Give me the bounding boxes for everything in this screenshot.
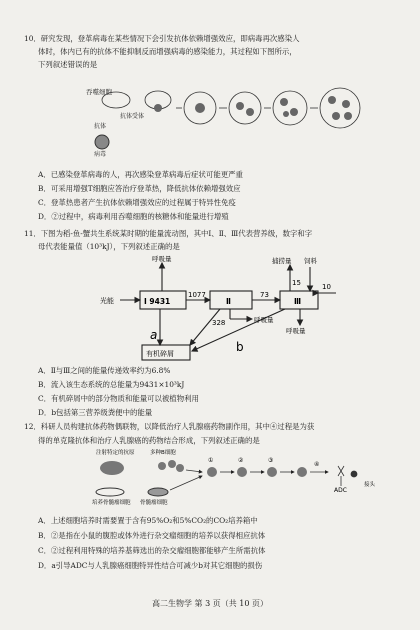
page-footer: 高二生物学 第 3 页（共 10 页） — [152, 599, 268, 608]
antibody-label: 抗体 — [94, 123, 107, 130]
virus-label: 病毒 — [94, 151, 107, 158]
q12-option-c: C．②过程利用特殊的培养基筛选出的杂交瘤细胞都能够产生所需抗体 — [38, 546, 266, 555]
mouse-icon — [100, 461, 124, 475]
svg-text:①: ① — [208, 457, 214, 464]
q11-option-b: B．流入该生态系统的总能量为9431×10³kJ — [38, 380, 185, 389]
svg-text:②: ② — [238, 457, 244, 464]
q12-option-b: B．②是指在小鼠的腹腔或体外进行杂交瘤细胞的培养以获得相应抗体 — [38, 531, 266, 540]
receptor-label: 抗体受体 — [120, 113, 145, 120]
spleen-label: 多种B细胞 — [150, 450, 176, 456]
detritus-label: 有机碎屑 — [146, 350, 174, 358]
letter-b: b — [236, 340, 244, 354]
trophic-2-label: Ⅱ — [226, 297, 231, 306]
q10-option-a: A．已感染登革病毒的人，再次感染登革病毒后症状可能更严重 — [38, 170, 243, 179]
virus-icon — [95, 135, 109, 149]
q10-stem-line3: 下列叙述错误的是 — [38, 60, 98, 69]
svg-text:③: ③ — [268, 457, 274, 464]
dish-icon — [96, 488, 124, 496]
svg-text:④: ④ — [314, 461, 320, 468]
linker-label: 接头 — [364, 482, 376, 488]
adc-label: ADC — [334, 487, 347, 494]
q10-stem-line1: 10．研究发现，登革病毒在某些情况下会引发抗体依赖增强效应，即病毒再次感染人 — [24, 34, 300, 43]
q10-figure — [80, 78, 380, 160]
value-10: 10 — [322, 283, 331, 291]
value-1077: 1077 — [188, 291, 206, 299]
q12-option-a: A．上述细胞培养时需要置于含有95%O₂和5%CO₂的CO₂培养箱中 — [38, 516, 258, 525]
value-15: 15 — [292, 279, 301, 287]
culture-label: 培养骨髓瘤细胞 — [92, 500, 131, 506]
q11-stem-line2: 母代表能量值（10³kJ），下列叙述正确的是 — [38, 242, 180, 251]
light-label: 光能 — [100, 297, 114, 305]
value-73: 73 — [260, 291, 269, 299]
box-trophic-2 — [210, 291, 252, 309]
q11-option-a: A．Ⅱ与Ⅲ之间的能量传递效率约为6.8% — [38, 366, 171, 375]
feed-label: 饲料 — [304, 257, 317, 265]
resp-3-label: 呼吸量 — [286, 327, 306, 335]
capture-label: 捕捞量 — [272, 257, 292, 265]
cell-label: 吞噬细胞 — [86, 88, 112, 96]
q12-stem-line1: 12．科研人员构建抗体药物偶联物，以降低治疗人乳腺癌药物副作用，其中④过程是为获 — [24, 422, 315, 431]
resp-2-label: 呼吸量 — [254, 316, 274, 324]
value-328: 328 — [212, 319, 226, 327]
q11-option-c: C．有机碎屑中的部分物质和能量可以被植物利用 — [38, 394, 199, 403]
antibody-icon — [338, 466, 344, 486]
resp-1-label: 呼吸量 — [152, 255, 172, 263]
q11-stem-line1: 11．下图为稻-鱼-蟹共生系统某时期的能量流动图，其中Ⅰ、Ⅱ、Ⅲ代表营养级，数字和字 — [24, 229, 313, 238]
q11-energy-flow-diagram — [100, 253, 340, 363]
q11-option-d: D．b包括第三营养级粪便中的能量 — [38, 408, 153, 417]
q12-stem-line2: 得的单克隆抗体和治疗人乳腺癌的药物结合形成，下列叙述正确的是 — [38, 436, 260, 445]
tumor-label: 骨髓瘤细胞 — [140, 500, 168, 506]
q10-option-d: D．②过程中，病毒利用吞噬细胞的核糖体和能量进行增殖 — [38, 212, 229, 221]
letter-a: a — [150, 328, 158, 342]
trophic-3-label: Ⅲ — [294, 297, 302, 306]
q12-option-d: D．a引导ADC与人乳腺癌细胞特异性结合可减少b对其它细胞的损伤 — [38, 561, 263, 570]
q10-stem-line2: 体时，体内已有的抗体不能抑制反而增强病毒的感染能力，其过程如下图所示， — [38, 47, 297, 56]
inject-label: 注射特定的抗原 — [96, 450, 135, 456]
q12-figure — [92, 446, 392, 508]
q10-option-c: C．登革热患者产生抗体依赖增强效应的过程属于特异性免疫 — [38, 198, 236, 207]
q10-option-b: B．可采用增强T细胞应答治疗登革热，降低抗体依赖增强效应 — [38, 184, 241, 193]
trophic-1-label: Ⅰ 9431 — [144, 297, 171, 306]
